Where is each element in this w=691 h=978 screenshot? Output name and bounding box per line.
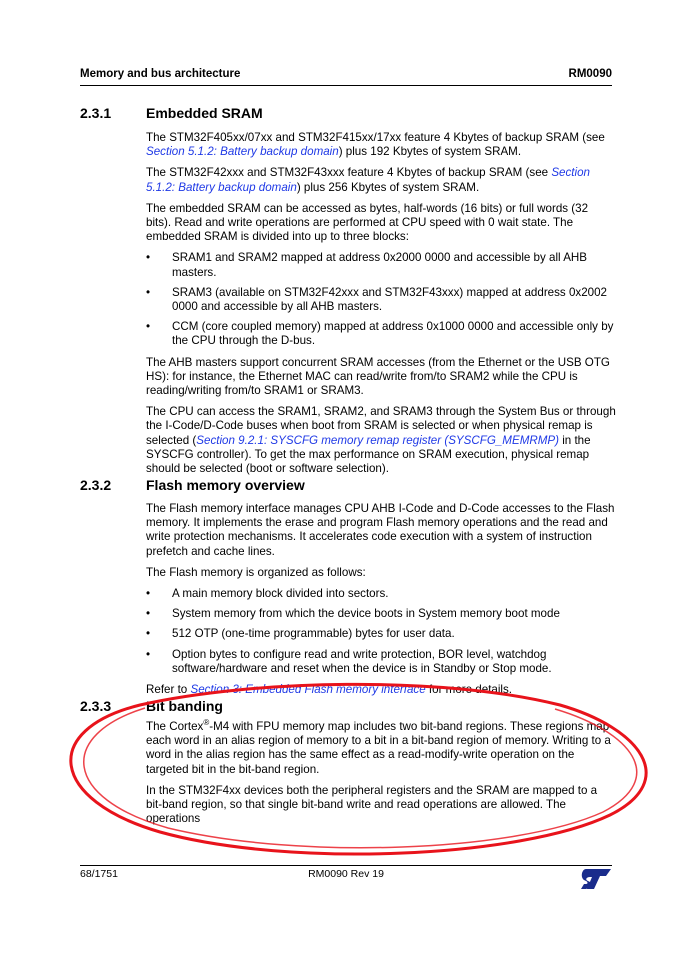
paragraph: The CPU can access the SRAM1, SRAM2, and SRAM3 through the System Bus or through the I-Code/D-Code buses when boot from SRAM is selected or when physical remap is selected (Section 9.2.1: SYSCFG memory remap register (SYSCFG_MEMRMP) in the SYSCFG controller). To get the max performance on SRAM execution, physical remap should be selected (boot or software selection).	[146, 405, 616, 476]
section-title: Embedded SRAM	[146, 105, 263, 121]
paragraph: The STM32F405xx/07xx and STM32F415xx/17xx feature 4 Kbytes of backup SRAM (see Section 5.1.2: Battery backup domain) plus 192 Kbytes of system SRAM.	[146, 131, 605, 159]
bullet-list	[146, 251, 616, 348]
list-item: • SRAM1 and SRAM2 mapped at address 0x2000 0000 and accessible by all AHB masters.	[146, 251, 616, 279]
header-rule	[80, 85, 612, 86]
section-number: 2.3.3	[80, 698, 112, 714]
list-item: • 512 OTP (one-time programmable) bytes for user data.	[146, 627, 616, 641]
list-item: • A main memory block divided into sectors.	[146, 587, 616, 601]
paragraph: In the STM32F4xx devices both the peripheral registers and the SRAM are mapped to a bit-band region, so that single bit-band write and read operations are allowed. The operations	[146, 783, 598, 826]
paragraph: Refer to Section 3: Embedded Flash memory interface for more details.	[146, 683, 513, 697]
registered-mark: ®	[203, 718, 210, 728]
link-battery-backup-domain[interactable]: Section 5.1.2: Battery backup domain	[146, 166, 590, 194]
section-body-2-3-3	[146, 720, 616, 833]
paragraph: The STM32F42xxx and STM32F43xxx feature 4 Kbytes of backup SRAM (see Section 5.1.2: Battery backup domain) plus 256 Kbytes of system SRAM.	[146, 166, 590, 194]
paragraph: The Flash memory interface manages CPU AHB I-Code and D-Code accesses to the Flash memory. It implements the erase and program Flash memory operations and the read and write protection mechanisms. It accelerates code execution with a system of instruction prefetch and cache lines.	[146, 502, 615, 558]
paragraph: The AHB masters support concurrent SRAM accesses (from the Ethernet or the USB OTG HS): for instance, the Ethernet MAC can read/write from/to SRAM2 while the CPU is reading/writing from/to SRAM1 or SRAM3.	[146, 355, 610, 398]
page-header	[80, 68, 612, 80]
section-number: 2.3.2	[80, 477, 112, 493]
paragraph: The embedded SRAM can be accessed as bytes, half-words (16 bits) or full words (32 bits). Read and write operations are performed at CPU speed with 0 wait state. The embedded SRAM is divided into up to three blocks:	[146, 201, 589, 244]
link-battery-backup-domain[interactable]: Section 5.1.2: Battery backup domain	[146, 145, 339, 159]
section-heading-2-3-3	[80, 698, 612, 714]
page-number: 68/1751	[80, 868, 118, 880]
list-item: • Option bytes to configure read and write protection, BOR level, watchdog software/hardware and reset when the device is in Standby or Stop mode.	[146, 648, 616, 676]
list-item: • System memory from which the device boots in System memory boot mode	[146, 607, 616, 621]
header-doc-id: RM0090	[568, 68, 612, 80]
section-heading-2-3-1	[80, 105, 612, 121]
paragraph: The Flash memory is organized as follows:	[146, 565, 366, 579]
link-embedded-flash-interface[interactable]: Section 3: Embedded Flash memory interface	[190, 683, 426, 697]
bullet-list	[146, 587, 616, 676]
list-item: • SRAM3 (available on STM32F42xxx and STM32F43xxx) mapped at address 0x2002 0000 and accessible by all AHB masters.	[146, 286, 616, 314]
section-body-2-3-1	[146, 131, 616, 483]
list-item: • CCM (core coupled memory) mapped at address 0x1000 0000 and accessible only by the CPU through the D-bus.	[146, 320, 616, 348]
header-section-title: Memory and bus architecture	[80, 68, 241, 80]
page-footer	[80, 868, 612, 890]
doc-revision: RM0090 Rev 19	[308, 868, 384, 880]
link-syscfg-memrmp[interactable]: Section 9.2.1: SYSCFG memory remap register (SYSCFG_MEMRMP)	[196, 433, 559, 447]
section-number: 2.3.1	[80, 105, 112, 121]
section-title: Bit banding	[146, 698, 223, 714]
section-title: Flash memory overview	[146, 477, 305, 493]
section-heading-2-3-2	[80, 477, 612, 493]
section-body-2-3-2	[146, 502, 616, 704]
footer-rule	[80, 865, 612, 866]
paragraph: The Cortex®-M4 with FPU memory map includes two bit-band regions. These regions map each word in an alias region of memory to a bit in a bit-band region of memory. Writing to a word in the alias region has the same effect as a read-modify-write operation on the targeted bit in the bit-band region.	[146, 718, 611, 776]
